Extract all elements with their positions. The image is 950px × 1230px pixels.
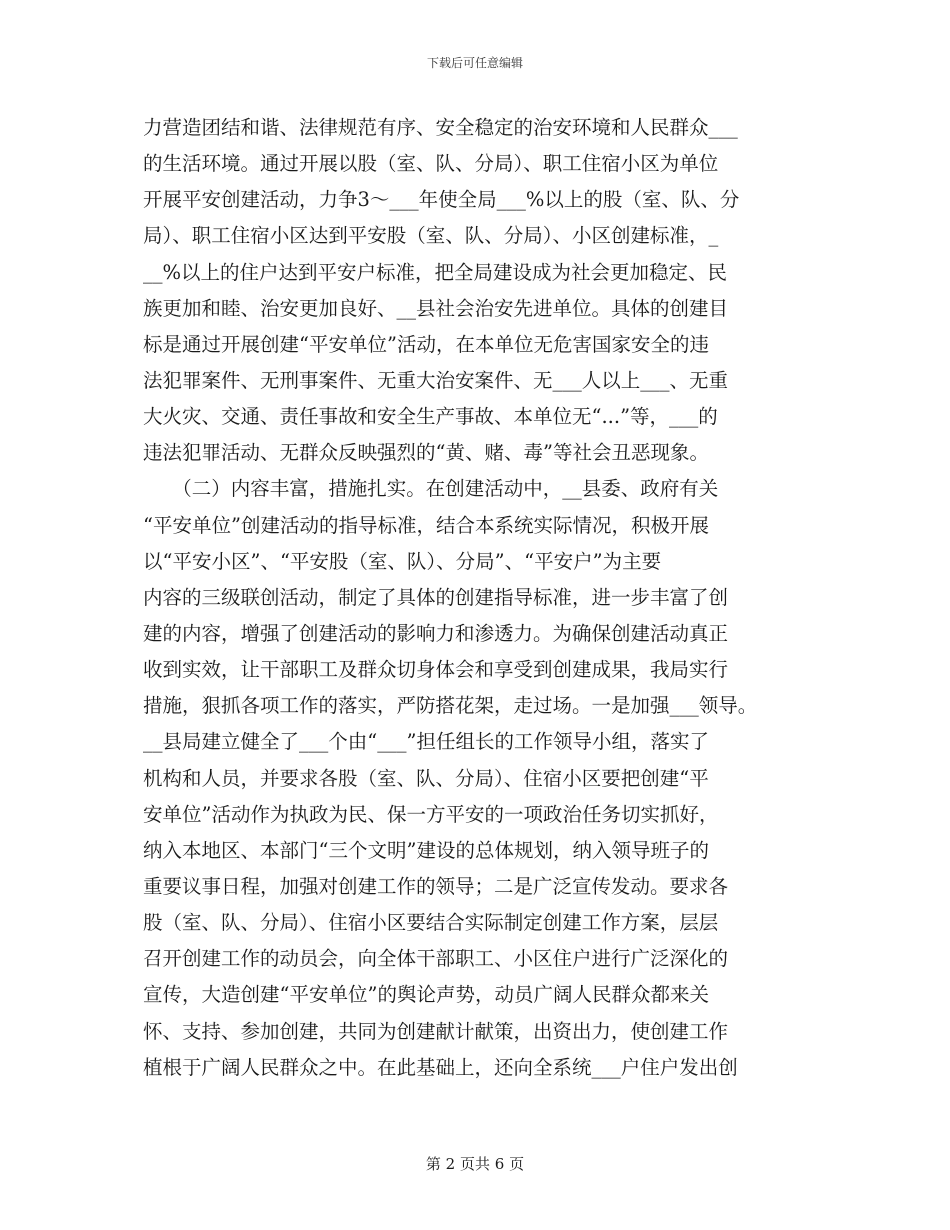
text-line: 股（室、队、分局）、住宿小区要结合实际制定创建工作方案，层层 xyxy=(143,911,719,935)
text-line: 怀、支持、参加创建，共同为创建献计献策，出资出力，使创建工作 xyxy=(143,1019,729,1043)
text-line: 召开创建工作的动员会，向全体干部职工、小区住户进行广泛深化的 xyxy=(143,947,729,971)
text-line: 建的内容，增强了创建活动的影响力和渗透力。为确保创建活动真正 xyxy=(143,621,729,645)
text-line: 收到实效，让干部职工及群众切身体会和享受到创建成果，我局实行 xyxy=(143,658,729,682)
text-line: __县局建立健全了___个由“___”担任组长的工作领导小组，落实了 xyxy=(143,730,709,754)
text-line: 机构和人员，并要求各股（室、队、分局）、住宿小区要把创建“平 xyxy=(143,766,709,790)
text-line: 内容的三级联创活动，制定了具体的创建指导标准，进一步丰富了创 xyxy=(143,585,729,609)
text-line: 大火灾、交通、责任事故和安全生产事故、本单位无“...”等，___的 xyxy=(143,405,718,429)
page-header-note: 下载后可任意编辑 xyxy=(426,56,523,70)
text-line: 违法犯罪活动、无群众反映强烈的“黄、赌、毒”等社会丑恶现象。 xyxy=(143,441,709,465)
text-line: 安单位”活动作为执政为民、保一方平安的一项政治任务切实抓好， xyxy=(143,802,719,826)
text-line: （二）内容丰富，措施扎实。在创建活动中，__县委、政府有关 xyxy=(143,477,719,501)
text-line: 标是通过开展创建“平安单位”活动，在本单位无危害国家安全的违 xyxy=(143,332,709,356)
text-line: 法犯罪案件、无刑事案件、无重大治安案件、无___人以上___、无重 xyxy=(143,368,729,392)
text-line: 族更加和睦、治安更加良好、__县社会治安先进单位。具体的创建目 xyxy=(143,296,729,320)
text-line: 措施，狠抓各项工作的落实，严防搭花架，走过场。一是加强___领导。 xyxy=(143,694,758,718)
text-line: __%以上的住户达到平安户标准，把全局建设成为社会更加稳定、民 xyxy=(143,260,728,284)
document-body xyxy=(143,110,823,1086)
text-line: 重要议事日程，加强对创建工作的领导；二是广泛宣传发动。要求各 xyxy=(143,874,729,898)
text-line: “平安单位”创建活动的指导标准，结合本系统实际情况，积极开展 xyxy=(143,513,709,537)
text-line: 局）、职工住宿小区达到平安股（室、队、分局）、小区创建标准，_ xyxy=(143,224,719,248)
text-line: 力营造团结和谐、法律规范有序、安全稳定的治安环境和人民群众___ xyxy=(143,116,738,139)
text-line: 的生活环境。通过开展以股（室、队、分局）、职工住宿小区为单位 xyxy=(143,152,719,176)
text-line: 纳入本地区、本部门“三个文明”建设的总体规划，纳入领导班子的 xyxy=(143,838,709,862)
text-line: 以“平安小区”、“平安股（室、队）、分局”、“平安户”为主要 xyxy=(143,549,662,573)
page-number: 第 2 页共 6 页 xyxy=(425,1155,525,1173)
text-line: 宣传，大造创建“平安单位”的舆论声势，动员广阔人民群众都来关 xyxy=(143,983,709,1007)
text-line: 植根于广阔人民群众之中。在此基础上，还向全系统___户住户发出创 xyxy=(143,1055,738,1079)
text-line: 开展平安创建活动，力争3～___年使全局___%以上的股（室、队、分 xyxy=(143,188,740,212)
